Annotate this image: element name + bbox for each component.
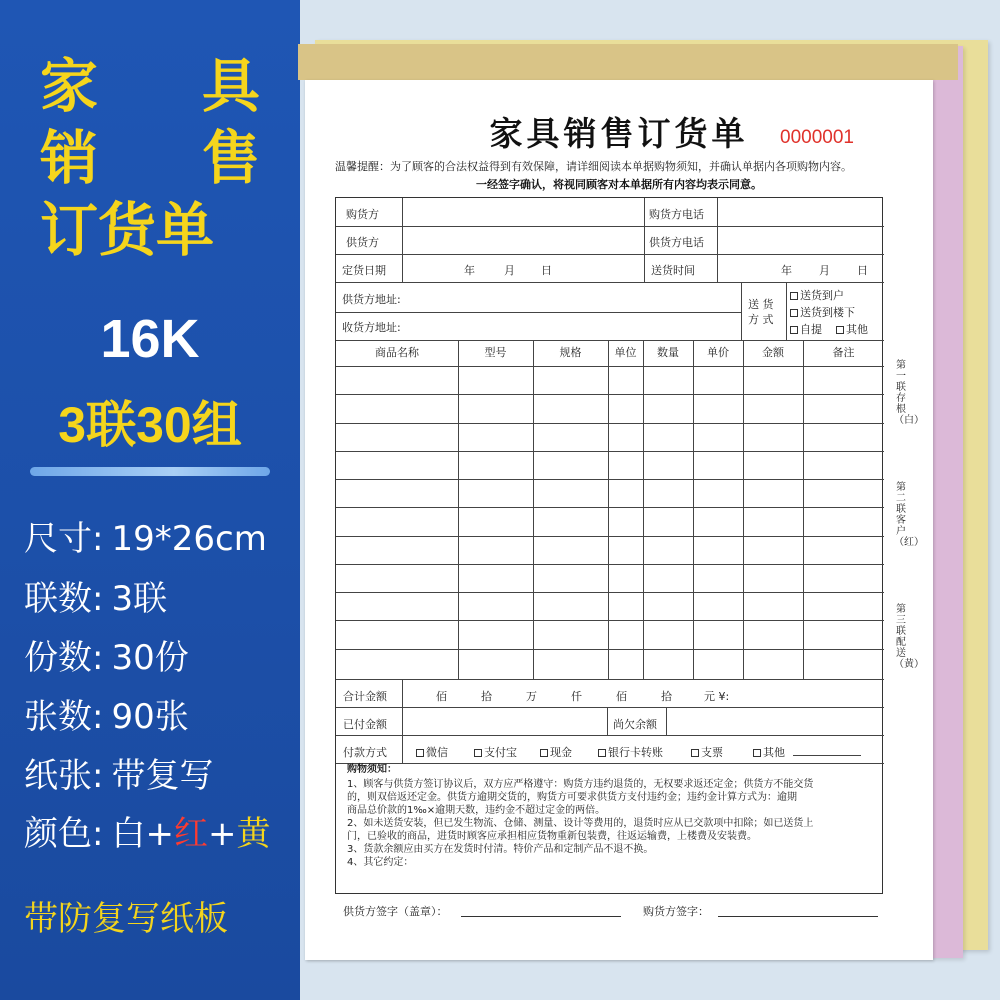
delivery-date-year: 年 <box>781 264 792 277</box>
table-row-line <box>336 451 884 452</box>
divider-bar <box>30 467 270 476</box>
column-header: 数量 <box>657 346 679 359</box>
checkbox[interactable] <box>598 749 606 757</box>
spec-row-sheets <box>24 691 294 743</box>
hero-char: 具 <box>201 52 260 120</box>
option-text: 银行卡转账 <box>608 746 663 759</box>
column-header: 单位 <box>614 346 637 359</box>
spec-row-size <box>24 513 294 565</box>
option-text: 现金 <box>550 746 572 759</box>
table-column-line <box>803 340 804 679</box>
table-row-line <box>336 620 884 621</box>
payment-option-cash[interactable] <box>540 744 572 760</box>
option-text: 送货到户 <box>800 289 844 302</box>
copy-label-yellow: 第三联 配送（黄） <box>894 604 924 670</box>
column-header: 型号 <box>484 346 507 359</box>
total-unit: 仟 <box>571 690 582 703</box>
balance-label: 尚欠余额 <box>613 718 657 731</box>
supplier-signature-label: 供货方签字（盖章）： <box>343 905 448 918</box>
order-date-month: 月 <box>504 264 515 277</box>
total-unit: 佰 <box>616 690 627 703</box>
spec-label: 联数: <box>24 579 104 619</box>
delivery-option-pickup[interactable] <box>790 321 822 337</box>
table-column-line <box>533 340 534 679</box>
table-row-line <box>336 536 884 537</box>
table-column-line <box>693 340 694 679</box>
color-white: 白 <box>111 814 146 854</box>
delivery-method-label: 送 货 <box>748 298 774 311</box>
column-header: 单价 <box>707 346 729 359</box>
spec-value: 19*26cm <box>111 519 267 559</box>
spec-label: 纸张: <box>24 756 104 796</box>
hero-line-3: 订货单 <box>40 196 215 264</box>
spec-label: 尺寸: <box>24 519 104 559</box>
checkbox[interactable] <box>474 749 482 757</box>
delivery-method-label: 方 式 <box>748 313 774 326</box>
payment-option-bank[interactable] <box>598 744 663 760</box>
carbon-board-note: 带防复写纸板 <box>24 899 228 939</box>
order-date-day: 日 <box>541 264 552 277</box>
table-row-line <box>336 564 884 565</box>
option-text: 微信 <box>426 746 448 759</box>
color-red: 红 <box>173 814 208 854</box>
option-text: 其他 <box>763 746 785 759</box>
checkbox[interactable] <box>790 309 798 317</box>
buyer-label: 购货方 <box>346 208 379 221</box>
table-column-line <box>743 340 744 679</box>
plus-sign: + <box>207 814 237 854</box>
total-unit: 佰 <box>436 690 447 703</box>
spec-row-color <box>24 808 294 860</box>
order-form-sheet <box>305 80 933 960</box>
spec-row-copies <box>24 632 294 684</box>
checkbox[interactable] <box>790 292 798 300</box>
hero-char: 售 <box>201 124 260 192</box>
terms-line: 门，已验收的商品，进货时顾客应承担相应货物重新包装费，往返运输费，上楼费及安装费。 <box>347 831 757 842</box>
table-column-line <box>608 340 609 679</box>
checkbox[interactable] <box>691 749 699 757</box>
payment-option-other[interactable] <box>753 744 785 760</box>
terms-heading: 购物须知： <box>347 764 397 775</box>
total-unit: 万 <box>526 690 537 703</box>
buyer-phone-label: 购货方电话 <box>649 208 704 221</box>
spec-row-paper <box>24 750 294 802</box>
delivery-option-downstairs[interactable] <box>790 304 855 320</box>
table-row-line <box>336 592 884 593</box>
serial-number: 0000001 <box>780 127 854 148</box>
payment-option-alipay[interactable] <box>474 744 517 760</box>
spec-label: 份数: <box>24 638 104 678</box>
terms-line: 1、顾客与供货方签订协议后，双方应严格遵守：购货方违约退货的，无权要求返还定金；供货方不能交货 <box>347 779 814 790</box>
checkbox[interactable] <box>836 326 844 334</box>
checkbox[interactable] <box>790 326 798 334</box>
promo-panel <box>0 0 300 1000</box>
option-text: 自提 <box>800 323 822 336</box>
supplier-address-label: 供货方地址: <box>342 293 401 306</box>
order-date-year: 年 <box>464 264 475 277</box>
spec-value: 30份 <box>111 638 189 678</box>
color-yellow: 黄 <box>236 814 271 854</box>
option-text: 送货到楼下 <box>800 306 855 319</box>
hero-char: 销 <box>40 124 99 192</box>
checkbox[interactable] <box>416 749 424 757</box>
terms-line: 3、货款余额应由买方在发货时付清。特价产品和定制产品不退不换。 <box>347 844 654 855</box>
order-date-label: 定货日期 <box>342 264 386 277</box>
terms-line: 4、其它约定： <box>347 857 414 868</box>
table-column-line <box>643 340 644 679</box>
plus-sign: + <box>145 814 174 854</box>
column-header: 金额 <box>762 346 784 359</box>
table-row-line <box>336 423 884 424</box>
spec-value: 90张 <box>111 697 189 737</box>
table-row-line <box>336 507 884 508</box>
delivery-option-other[interactable] <box>836 321 868 337</box>
table-row-line <box>336 366 884 367</box>
column-header: 商品名称 <box>375 346 419 359</box>
confirm-text: 一经签字确认，将视同顾客对本单据所有内容均表示同意。 <box>476 178 762 191</box>
paid-label: 已付金额 <box>343 718 387 731</box>
supplier-phone-label: 供货方电话 <box>649 236 704 249</box>
spec-row-parts <box>24 573 294 625</box>
total-unit: 元 ¥: <box>704 690 730 703</box>
option-text: 其他 <box>846 323 868 336</box>
hero-line-2 <box>40 126 260 190</box>
column-header: 备注 <box>832 346 855 359</box>
total-unit: 拾 <box>481 690 492 703</box>
spec-value: 带复写 <box>111 756 214 796</box>
spec-value: 3联 <box>111 579 168 619</box>
form-title: 家具销售订货单 <box>489 114 749 153</box>
sheet-binding-strip <box>298 44 958 80</box>
total-unit: 拾 <box>661 690 672 703</box>
copy-label-white: 第一联 存根（白） <box>894 360 924 426</box>
payment-option-wechat[interactable] <box>416 744 448 760</box>
buyer-signature-label: 购货方签字： <box>643 905 709 918</box>
table-row-line <box>336 394 884 395</box>
payment-option-cheque[interactable] <box>691 744 723 760</box>
terms-line: 商品总价款的1‰×逾期天数，违约金不超过定金的两倍。 <box>347 805 606 816</box>
copy-label-red: 第二联 客户（红） <box>894 482 924 548</box>
table-row-line <box>336 649 884 650</box>
delivery-option-home[interactable] <box>790 287 844 303</box>
hero-line-1 <box>40 54 260 118</box>
option-text: 支付宝 <box>484 746 517 759</box>
checkbox[interactable] <box>753 749 761 757</box>
supplier-signature-line[interactable] <box>461 916 621 917</box>
reminder-text: 温馨提醒：为了顾客的合法权益得到有效保障，请详细阅读本单据购物须知，并确认单据内各项购物内容。 <box>335 160 852 173</box>
paper-size-label: 16K <box>100 309 200 369</box>
payment-label: 付款方式 <box>343 746 387 759</box>
total-label: 合计金额 <box>343 690 387 703</box>
checkbox[interactable] <box>540 749 548 757</box>
delivery-date-day: 日 <box>857 264 868 277</box>
purchase-terms <box>347 763 877 869</box>
column-header: 规格 <box>559 346 582 359</box>
spec-label: 颜色: <box>24 814 104 854</box>
hero-char: 家 <box>40 52 99 120</box>
receiver-address-label: 收货方地址: <box>342 321 401 334</box>
buyer-signature-line[interactable] <box>718 916 878 917</box>
table-column-line <box>458 340 459 679</box>
spec-label: 张数: <box>24 697 104 737</box>
terms-line: 2、如未送货安装，但已发生物流、仓储、测量、设计等费用的，退货时应从已交款项中扣除；如已送货上 <box>347 818 814 829</box>
terms-line: 的，则双倍返还定金。供货方逾期交货的，购货方可要求供货方支付违约金；违约金计算方式为：逾期 <box>347 792 797 803</box>
delivery-time-label: 送货时间 <box>651 264 695 277</box>
option-text: 支票 <box>701 746 723 759</box>
supplier-label: 供货方 <box>346 236 379 249</box>
set-count-label: 3联30组 <box>58 397 242 453</box>
delivery-date-month: 月 <box>819 264 830 277</box>
table-row-line <box>336 479 884 480</box>
